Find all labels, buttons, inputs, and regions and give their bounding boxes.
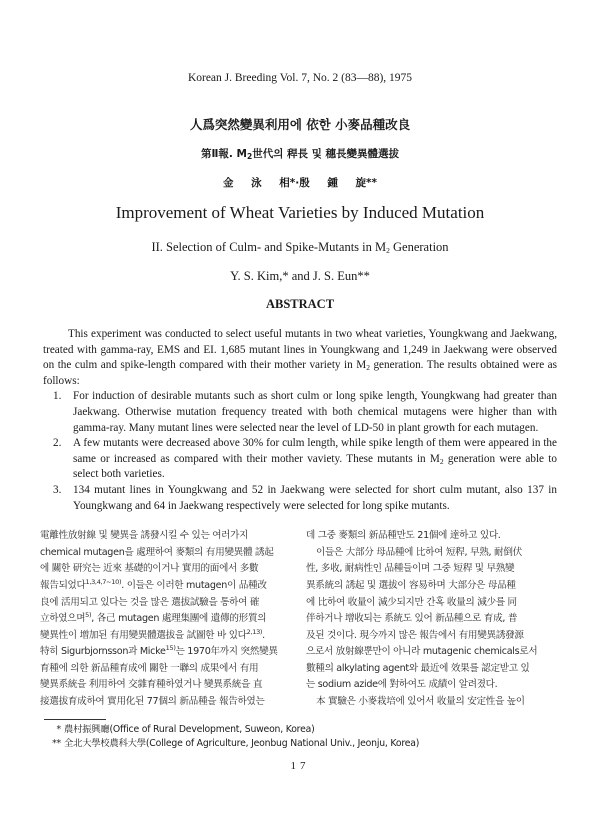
result-text: 134 mutant lines in Youngkwang and 52 in Jaekwang were selected for short culm mutant, also 137 in Youngkwang and 64 in Jaekwang respectively were selected for long spike mutants. [73, 483, 557, 512]
body-line-text-after: 는 1970年까지 突然變異 [175, 646, 278, 658]
body-line [40, 578, 294, 595]
body-line-text: chemical mutagen을 處理하여 麥類의 有用變異體 誘起 [40, 546, 274, 558]
body-line-text: 에 比하여 收量이 減少되지만 간혹 收量의 減少를 同 [306, 596, 517, 608]
korean-title: 人爲突然變異利用에 依한 小麥品種改良 [189, 117, 411, 132]
body-line-text: 接選拔育成하여 實用化된 77個의 新品種을 報告하였는 [40, 696, 265, 708]
body-line [306, 528, 560, 545]
english-subtitle-pre: II. Selection of Culm- and Spike-Mutants in M [151, 240, 387, 254]
result-text: A few mutants were decreased above 30% for culm length, while spike length of them were appeared in the same or increased as compared with their mother vaviety. These mutants in M [73, 437, 557, 465]
body-line [40, 545, 294, 562]
body-line [306, 578, 560, 595]
body-columns [40, 528, 560, 711]
abstract-intro-pre: This experiment was conducted to select useful mutants in two wheat varieties, Youngkwang and Jaekwang, treated with gamma-ray, EMS and EI. 1,685 mutant lines in Youngkwang and 1,249 in Jaekwang were observed on the culm and spike-length compared with their mother variety in M [43, 328, 557, 372]
korean-subtitle-sub: 2 [247, 152, 253, 161]
body-line [40, 694, 294, 711]
body-line [306, 545, 560, 562]
english-authors: Y. S. Kim,* and J. S. Eun** [230, 269, 370, 283]
english-subtitle-sub: 2 [386, 246, 390, 255]
body-line-text: 數種의 alkylating agent와 最近에 效果를 認定받고 있 [306, 662, 530, 674]
body-line [40, 677, 294, 694]
results-list [43, 389, 557, 514]
citation-superscript: 1,3,4,7~10) [85, 577, 122, 586]
footnote [43, 737, 563, 751]
right-column [306, 528, 560, 711]
body-line [306, 644, 560, 661]
body-line-text: 伴하거나 增收되는 系統도 있어 新品種으로 育成, 普 [306, 613, 518, 625]
footnote-mark: ** [52, 737, 61, 749]
result-number: 1. [53, 390, 62, 403]
citation-superscript: 15) [165, 644, 176, 653]
journal-citation: Korean J. Breeding Vol. 7, No. 2 (83—88), 1975 [187, 72, 413, 84]
body-line-text: 異系統의 誘起 및 選拔이 容易하며 大部分은 母品種 [306, 579, 516, 591]
body-line-text: 本 實驗은 小麥栽培에 있어서 收量의 安定性을 높이 [316, 696, 525, 708]
korean-subtitle [0, 146, 600, 162]
english-title: Improvement of Wheat Varieties by Induced Mutation [115, 203, 485, 222]
body-line-text: 良에 活用되고 있다는 것을 많은 選拔試驗을 통하여 確 [40, 596, 260, 608]
body-line [306, 661, 560, 678]
result-text-after: generation were able to select both varieties. [73, 452, 557, 481]
abstract-intro-post: generation. The results obtained were as follows: [43, 359, 558, 387]
body-line [40, 644, 294, 661]
body-line-text: 이들은 大部分 母品種에 比하여 短稈, 早熟, 耐倒伏 [316, 546, 522, 558]
result-item [43, 483, 557, 514]
body-line-text-after: , 各己 mutagen 處理集團에 遺傳的形質의 [91, 613, 267, 625]
body-line-text: 特히 Sigurbjornsson과 Micke [40, 646, 166, 658]
footnote [43, 723, 563, 737]
footnote-text: 農村振興廳(Office of Rural Development, Suweon, Korea) [64, 723, 315, 735]
result-subscript: 2 [439, 456, 444, 466]
english-subtitle-post: Generation [389, 240, 449, 254]
result-number: 3. [53, 483, 62, 496]
footnote-rule [44, 719, 106, 720]
korean-authors: 金 泳 相*·殷 鍾 旋** [222, 177, 378, 189]
body-line-text: 性, 多收, 耐病性인 品種들이며 그중 短稈 및 早熟變 [306, 563, 515, 575]
result-item [43, 389, 557, 436]
body-line [40, 561, 294, 578]
page-number: 17 [290, 759, 310, 772]
footnote-mark: * [56, 723, 61, 735]
body-line-text: 及된 것이다. 現今까지 많은 報告에서 有用變異誘發源 [306, 629, 524, 641]
body-line [40, 528, 294, 545]
body-line-text: 變異性이 增加된 有用變異體選拔을 試圖한 바 있다 [40, 629, 247, 641]
body-line [306, 628, 560, 645]
footnotes [43, 723, 563, 751]
body-line-text: 育種에 의한 新品種育成에 關한 一聯의 成果에서 有用 [40, 662, 259, 674]
korean-subtitle-pre: 第Ⅱ報. M [201, 148, 248, 160]
body-line [306, 694, 560, 711]
body-line [306, 595, 560, 612]
body-line-text: 電離性放射線 및 變異을 誘發시킬 수 있는 여러가지 [40, 530, 249, 542]
result-number: 2. [53, 437, 62, 450]
citation-superscript: 2,13) [246, 627, 263, 636]
body-line [306, 561, 560, 578]
korean-subtitle-post: 世代의 稈長 및 穗長變異體選拔 [252, 148, 399, 160]
body-line-text: 變異系統을 利用하여 交雜育種하였거나 變異系統을 直 [40, 679, 263, 691]
body-line [40, 611, 294, 628]
body-line-text-after: . 이들은 이러한 mutagen이 品種改 [121, 579, 267, 591]
abstract-heading: ABSTRACT [265, 297, 335, 311]
body-line-text: 으로서 放射線뿐만이 아니라 mutagenic chemicals로서 [306, 646, 538, 658]
abstract-intro [43, 327, 557, 389]
body-line-text: 에 關한 研究는 近來 基礎的이거나 實用的面에서 多數 [40, 563, 259, 575]
body-line-text-after: . [262, 629, 265, 641]
footnote-text: 全北大學校農科大學(College of Agriculture, Jeonbug National Univ., Jeonju, Korea) [64, 737, 420, 749]
english-subtitle [0, 239, 600, 256]
abstract-body [43, 327, 557, 514]
body-line [306, 677, 560, 694]
result-text: For induction of desirable mutants such as short culm or long spike length, Youngkwang had greater than Jaekwang. Otherwise mutation frequency treated with both chemical mutagens were higher than with gamma-ray. Many mutant lines were selected near the level of LD-50 in plant growth for each mutagen. [73, 390, 557, 434]
left-column [40, 528, 294, 711]
body-line [306, 611, 560, 628]
result-item [43, 436, 557, 483]
body-line-text: 데 그중 麥類의 新品種만도 21個에 達하고 있다. [306, 530, 501, 542]
body-line-text: 報告되었다 [40, 579, 86, 591]
body-line-text: 는 sodium azide에 對하여도 成績이 알려졌다. [306, 679, 498, 691]
citation-superscript: 5) [85, 611, 92, 620]
body-line [40, 595, 294, 612]
abstract-intro-sub: 2 [366, 363, 370, 373]
body-line [40, 661, 294, 678]
body-line-text: 立하였으며 [40, 613, 86, 625]
body-line [40, 628, 294, 645]
